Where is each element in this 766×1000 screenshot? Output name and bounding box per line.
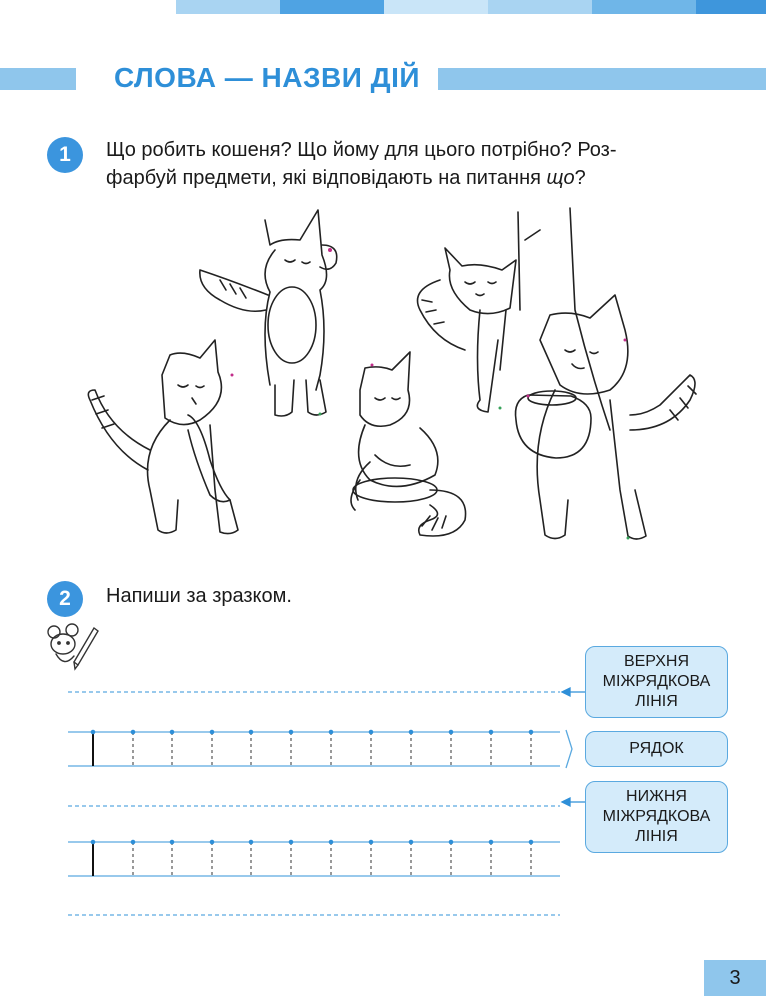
task-1-line-2: фарбуй предмети, які відповідають на питання що? [106, 167, 586, 189]
page-title: СЛОВА — НАЗВИ ДІЙ [114, 62, 421, 93]
five-kittens-illustration [70, 200, 710, 560]
task-2-text: Напиши за зразком. [106, 585, 292, 607]
task-1-number: 1 [47, 137, 83, 173]
task-2-number: 2 [47, 581, 83, 617]
row-label: РЯДОК [585, 731, 728, 767]
question-word: що [546, 167, 575, 189]
task-1-text [106, 136, 716, 192]
page-number: 3 [704, 960, 766, 996]
task-1-line-1: Що робить кошеня? Що йому для цього потрібно? Роз- [106, 139, 617, 161]
lower-interline-label: НИЖНЯ МІЖРЯДКОВА ЛІНІЯ [585, 781, 728, 853]
top-decor-strip [0, 0, 766, 14]
title-bar-right [438, 68, 766, 90]
upper-interline-label: ВЕРХНЯ МІЖРЯДКОВА ЛІНІЯ [585, 646, 728, 718]
title-bar-left [0, 68, 76, 90]
